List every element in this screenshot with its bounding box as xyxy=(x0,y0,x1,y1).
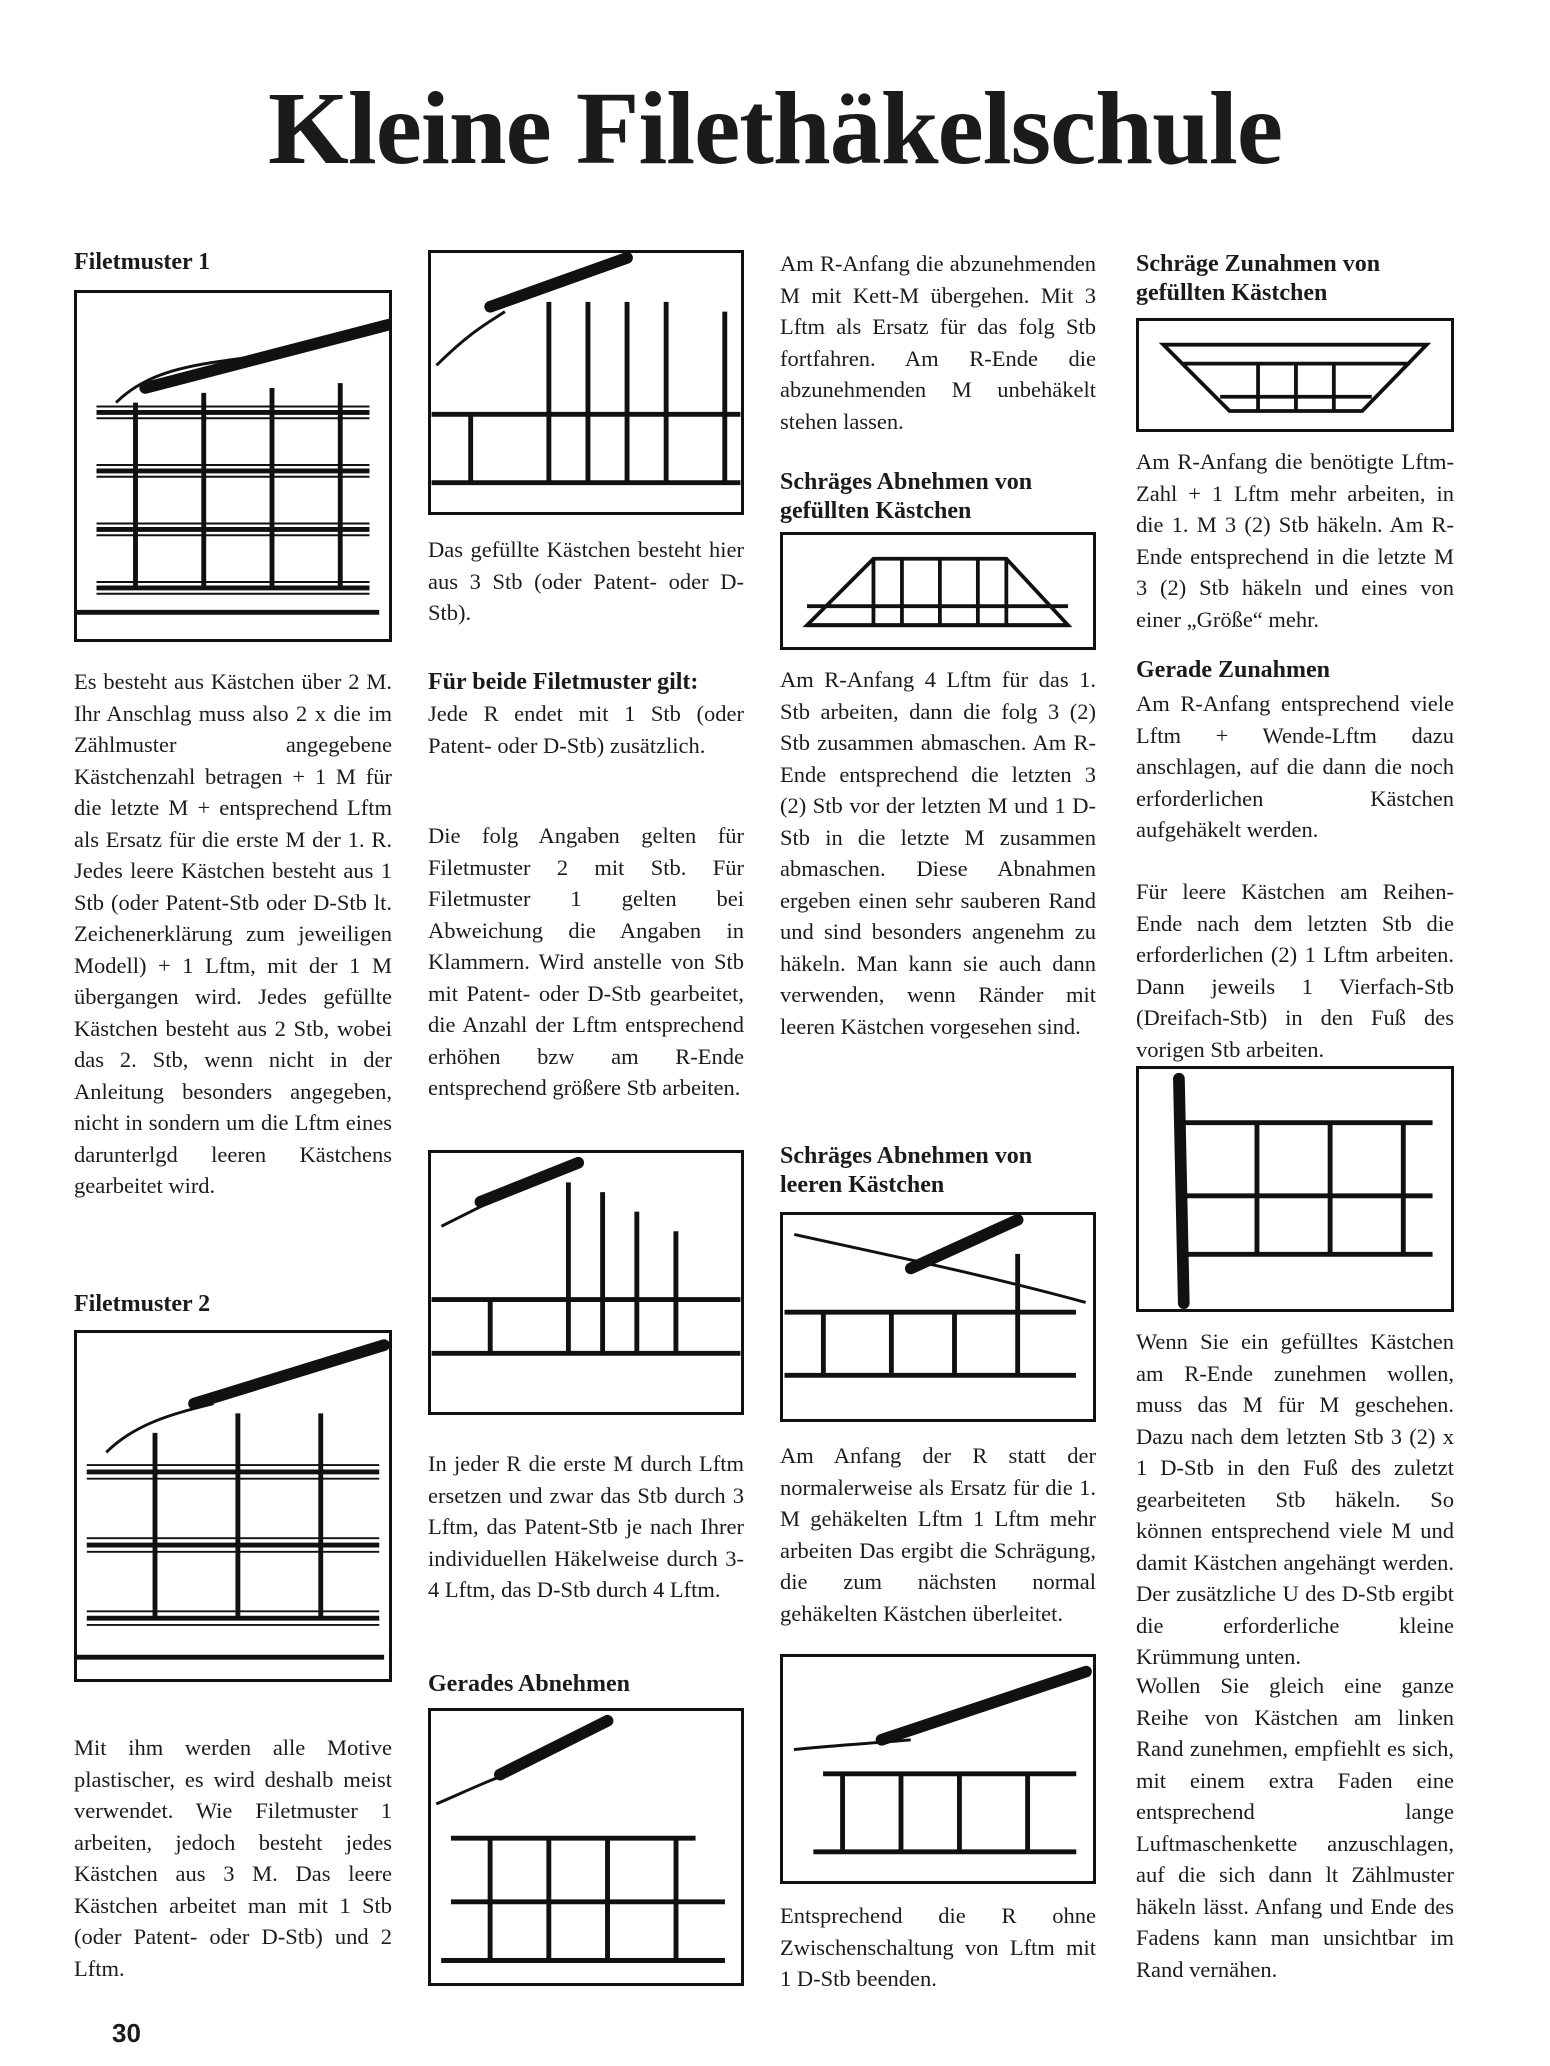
heading-schraege-zunahmen: Schräge Zunahmen von gefüllten Kästchen xyxy=(1136,251,1381,306)
page-title: Kleine Filethäkelschule xyxy=(267,71,1283,186)
heading-filetmuster-1: Filetmuster 1 xyxy=(74,249,211,275)
slanted-decrease-empty-svg xyxy=(783,1215,1093,1419)
paragraph-col3-4: Entsprechend die R ohne Zwischenschaltung von Lftm mit 1 D-Stb beenden. xyxy=(780,1903,1096,1991)
paragraph-col4-3: Für leere Kästchen am Reihen-Ende nach dem letzten Stb die erforderlichen (2) 1 Lftm arbeiten. Dann jeweils 1 Vierfach-Stb (Dreifach-Stb) in den Fuß des vorigen Stb arbeiten. xyxy=(1136,879,1454,1062)
paragraph-col3-2: Am R-Anfang 4 Lftm für das 1. Stb arbeiten, dann die folg 3 (2) Stb zusammen abmaschen. Am R-Ende entsprechend die letzten 3 (2) Stb vor der letzten M und 1 D-Stb in die letzte M zusammen abmaschen. Diese Abnahmen ergeben einen sehr sauberen Rand und sind besonders angenehm zu häkeln. Man kann sie auch dann verwenden, wenn Ränder mit leeren Kästchen vorgesehen sind. xyxy=(780,667,1096,1039)
paragraph-col2-1: Das gefüllte Kästchen besteht hier aus 3 Stb (oder Patent- oder D-Stb). xyxy=(428,537,744,625)
tall-stitches-illustration xyxy=(428,1150,744,1415)
crochet-net-filet2-svg xyxy=(77,1333,389,1679)
crochet-net-filet2-illustration xyxy=(74,1330,392,1682)
filled-box-illustration xyxy=(428,250,744,515)
slanted-increase-filled-svg xyxy=(1139,321,1451,429)
paragraph-col2-2: Jede R endet mit 1 Stb (oder Patent- oder D-Stb) zusätzlich. xyxy=(428,701,744,758)
straight-increase-svg xyxy=(1139,1069,1451,1309)
straight-decrease-svg xyxy=(431,1711,741,1983)
heading-filetmuster-2: Filetmuster 2 xyxy=(74,1291,211,1317)
paragraph-col4-1: Am R-Anfang die benötigte Lftm-Zahl + 1 Lftm mehr arbeiten, in die 1. M 3 (2) Stb häkeln. Am R-Ende entsprechend in die letzte M 3 (2) Stb häkeln und eines von einer „Größe“ mehr. xyxy=(1136,449,1454,632)
slanted-decrease-filled-svg xyxy=(783,535,1093,647)
slanted-decrease-filled-illustration xyxy=(780,532,1096,650)
tall-stitches-svg xyxy=(431,1153,741,1412)
filled-box-svg xyxy=(431,253,741,512)
paragraph-col1-2: Mit ihm werden alle Motive plastischer, es wird deshalb meist verwendet. Wie Filetmuster 1 arbeiten, jedoch besteht jedes Kästchen aus 3 M. Das leere Kästchen arbeitet man mit 1 Stb (oder Patent- oder D-Stb) und 2 Lftm. xyxy=(74,1735,392,1981)
straight-decrease-illustration xyxy=(428,1708,744,1986)
heading-beide-filetmuster: Für beide Filetmuster gilt: xyxy=(428,669,699,695)
crochet-net-filet1-illustration xyxy=(74,290,392,642)
row-end-decrease-svg xyxy=(783,1657,1093,1881)
paragraph-col2-3: Die folg Angaben gelten für Filetmuster 2 mit Stb. Für Filetmuster 1 gelten bei Abweichung die Angaben in Klammern. Wird anstelle von Stb mit Patent- oder D-Stb gearbeitet, die Anzahl der Lftm entsprechend erhöhen bzw am R-Ende entsprechend größere Stb arbeiten. xyxy=(428,823,744,1100)
heading-schraeges-abnehmen-gefuellt: Schräges Abnehmen von gefüllten Kästchen xyxy=(780,469,1033,524)
row-end-decrease-illustration xyxy=(780,1654,1096,1884)
slanted-increase-filled-illustration xyxy=(1136,318,1454,432)
page-number: 30 xyxy=(112,2018,141,2048)
paragraph-col2-4: In jeder R die erste M durch Lftm ersetzen und zwar das Stb durch 3 Lftm, das Patent-Stb je nach Ihrer individuellen Häkelweise durch 3-4 Lftm, das D-Stb durch 4 Lftm. xyxy=(428,1451,744,1602)
heading-gerades-abnehmen: Gerades Abnehmen xyxy=(428,1671,631,1697)
paragraph-col4-2: Am R-Anfang entsprechend viele Lftm + Wende-Lftm dazu anschlagen, auf die dann die noch erforderlichen Kästchen aufgehäkelt werden. xyxy=(1136,691,1454,842)
slanted-decrease-empty-illustration xyxy=(780,1212,1096,1422)
paragraph-col4-4: Wenn Sie ein gefülltes Kästchen am R-Ende zunehmen wollen, muss das M für M geschehen. Dazu nach dem letzten Stb 3 (2) x 1 D-Stb in den Fuß des zuletzt gearbeiteten Stb häkeln. So können entsprechend viele M und damit Kästchen angehängt werden. Der zusätzliche U des D-Stb ergibt die erforderliche kleine Krümmung unten. xyxy=(1136,1329,1454,1669)
heading-gerade-zunahmen: Gerade Zunahmen xyxy=(1136,657,1331,683)
paragraph-col4-5: Wollen Sie gleich eine ganze Reihe von Kästchen am linken Rand zunehmen, empfiehlt es sich, mit einem extra Faden eine entsprechend lange Luftmaschenkette anzuschlagen, auf die sich dann lt Zählmuster häkeln lässt. Anfang und Ende des Fadens kann man unsichtbar im Rand vernähen. xyxy=(1136,1673,1454,1982)
paragraph-col3-3: Am Anfang der R statt der normalerweise als Ersatz für die 1. M gehäkelten Lftm 1 Lftm mehr arbeiten Das ergibt die Schrägung, die zum nächsten normal gehäkelten Kästchen überleitet. xyxy=(780,1443,1096,1626)
paragraph-col1-1: Es besteht aus Kästchen über 2 M. Ihr Anschlag muss also 2 x die im Zählmuster angegebene Kästchenzahl betragen + 1 M für die letzte M + entsprechend Lftm als Ersatz für die erste M der 1. R. Jedes leere Kästchen besteht aus 1 Stb (oder Patent-Stb oder D-Stb lt. Zeichenerklärung zum jeweiligen Modell) + 1 Lftm, mit der 1 M übergangen wird. Jedes gefüllte Kästchen besteht aus 2 Stb, wobei das 2. Stb, wenn nicht in der Anleitung besonders angegeben, nicht in sondern um die Lftm eines darunterlgd leeren Kästchens gearbeitet wird. xyxy=(74,669,392,1198)
paragraph-col3-1: Am R-Anfang die abzunehmenden M mit Kett-M übergehen. Mit 3 Lftm als Ersatz für das folg Stb fortfahren. Am R-Ende die abzunehmenden M unbehäkelt stehen lassen. xyxy=(780,251,1096,434)
heading-schraeges-abnehmen-leer: Schräges Abnehmen von leeren Kästchen xyxy=(780,1143,1033,1198)
straight-increase-illustration xyxy=(1136,1066,1454,1312)
crochet-net-filet1-svg xyxy=(77,293,389,639)
